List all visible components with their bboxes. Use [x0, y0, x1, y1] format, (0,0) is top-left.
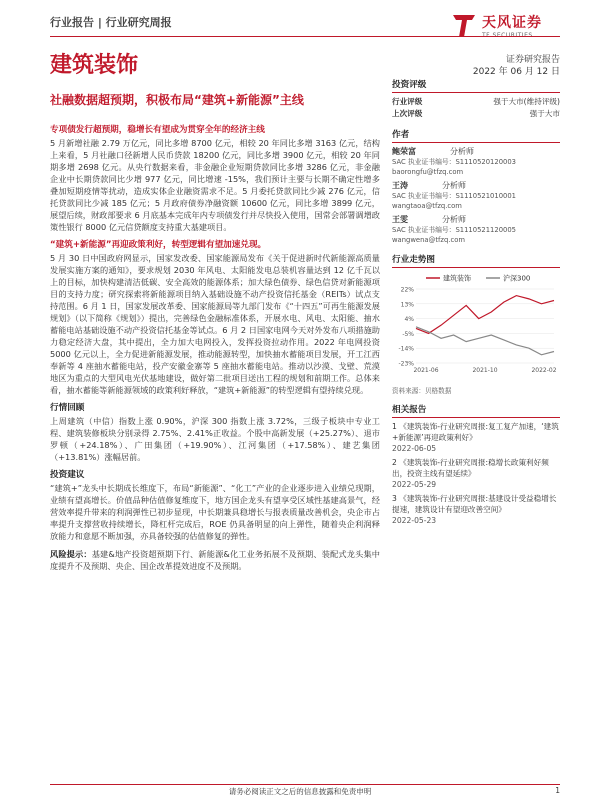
x-tick-label: 2021-10 [472, 367, 498, 374]
related-heading: 相关报告 [392, 403, 560, 418]
related-report-date: 2022-06-05 [392, 444, 437, 453]
author-role: 分析师 [442, 181, 466, 190]
trend-chart [392, 271, 560, 381]
rating-value: 强于大市(维持评级) [493, 97, 560, 106]
footer-divider [50, 784, 560, 785]
section-heading: 行情回顾 [50, 403, 85, 413]
section-paragraph: 5 月 30 日中国政府网显示，国家发改委、国家能源局发布《关于促进新时代新能源高质量发展实施方案的通知》，要求规划 2030 年风电、太阳能发电总装机容量达到 12 亿千瓦以上的目标，加快构建清洁低碳、安全高效的能源体系；加大绿色债券、绿色信贷对新能源项目的支持力度；研究探索将新能源项目纳入基础设施不动产投资信托基金（REITs）试点支持范围。6 月 1 日，国家发展改革委、国家能源局等九部门发布《“十四五”可再生能源发展规划》（以下简称《规划》）提出，完善绿色金融标准体系，开展水电、风电、太阳能、抽水蓄能电站基础设施不动产投资信托基金等试点。6 月 2 日国家电网今天对外发布八项措施助力稳定经济大盘，其中提出，全力加大电网投入，发挥投资拉动作用。2022 年电网投资 5000 亿元以上，全力促进新能源发展，推动能源转型，加快抽水蓄能项目发展，开工江西奉新等 4 座抽水蓄能电站，投产安徽金寨等 5 座抽水蓄能电站。推动以沙漠、戈壁、荒漠地区为重点的大型风电光伏基地建设，做好第二批项目送出工程的规划和前期工作。总体来看，抽水蓄能等新能源领域的政策利好释放，“建筑+新能源”的转型逻辑有望持续兑现。 [50, 253, 380, 395]
related-report-item[interactable] [392, 421, 560, 454]
y-tick-label: 4% [404, 316, 414, 324]
related-box [392, 403, 560, 526]
section-paragraph: “建筑+”龙头中长期成长维度下，布局“新能源”、“化工”产业的企业逐步进入业绩兑现期，业绩有望高增长。价值品种估值修复维度下，地方国企龙头有望享受区域性基建高景气，经营效率提升带来的利润弹性已初步显现，中长期兼具稳增长与报表质量改善机会，央企市占率提升支撑营收持续增长，降杠杆完成后，ROE 仍具备明显的向上弹性，随着央企利润释放能力和意愿不断加强，亦具备较强的估值修复的弹性。 [50, 483, 380, 541]
rating-value: 强于大市 [529, 109, 560, 118]
section-investment-advice [50, 469, 380, 542]
report-type: 证券研究报告 [505, 55, 560, 65]
author-name: 王涛 [392, 181, 408, 190]
y-tick-label: -14% [398, 345, 414, 353]
section-heading: 投资建议 [50, 470, 85, 480]
trend-chart-box [392, 253, 560, 395]
sidebar [392, 78, 560, 526]
author-email[interactable]: wangwena@tfzq.com [392, 236, 465, 244]
y-tick-label: -23% [398, 360, 414, 368]
authors-box [392, 128, 560, 245]
section-special-bonds [50, 124, 380, 233]
report-category: 行业报告 | 行业研究周报 [50, 16, 172, 29]
related-report-date: 2022-05-29 [392, 480, 437, 489]
y-tick-label: 13% [400, 301, 414, 309]
author-entry [392, 147, 560, 177]
author-email[interactable]: wangtaoa@tfzq.com [392, 202, 462, 210]
risk-heading: 风险提示： [50, 549, 92, 559]
related-report-title[interactable]: 2 《建筑装饰-行业研究周报:稳增长政策利好频出，投资主线有望延续》 [392, 458, 549, 478]
related-report-item[interactable] [392, 457, 560, 490]
logo-text-cn: 天风证券 [482, 15, 542, 31]
page-number: 1 [555, 786, 560, 795]
page-header [50, 10, 560, 42]
author-entry [392, 181, 560, 211]
section-heading: 专项债发行超预期，稳增长有望成为贯穿全年的经济主线 [50, 125, 265, 135]
rating-box [392, 78, 560, 120]
x-tick-label: 2022-02 [531, 367, 557, 374]
rating-heading: 投资评级 [392, 78, 560, 93]
authors-heading: 作者 [392, 128, 560, 143]
legend-label: 沪深300 [503, 274, 531, 283]
section-paragraph: 5 月新增社融 2.79 万亿元，同比多增 8700 亿元，相较 20 年同比多增 3163 亿元，结构上来看，5 月社融口径新增人民币贷款 18200 亿元，同比多增 3900 亿元，相较 20 年同期多增 2698 亿元。从央行数据来看，非金融企业短期贷款同比多增 3286 亿元，非金融企业中长期贷款同比少增 977 亿元，同比增速 -15%，我们预计主要与长期不确定性增多叠加短期疫情等扰动，造成实体企业融资需求不足。5 月委托贷款同比少减 276 亿元，信托贷款同比少减 185 亿元；5 月政府债券净融资额 10600 亿元，同比多增 3899 亿元，展望后续，财政部要求 6 月底基本完成年内专项债发行并尽快投入使用，国常会部署调增政策性银行 8000 亿元信贷额度支持重大基建项目。 [50, 138, 380, 232]
author-role: 分析师 [450, 147, 474, 156]
legend-label: 建筑装饰 [443, 274, 471, 283]
related-report-title[interactable]: 1 《建筑装饰-行业研究周报:复工复产加速，‘建筑+新能源’再迎政策利好》 [392, 422, 559, 442]
rating-row [392, 96, 560, 108]
series-line [416, 296, 554, 334]
related-report-item[interactable] [392, 493, 560, 526]
chart-source: 资料来源：贝格数据 [392, 387, 452, 395]
section-market-review [50, 402, 380, 463]
report-date: 2022 年 06 月 12 日 [472, 67, 560, 77]
section-heading: “建筑+新能源”再迎政策利好，转型逻辑有望加速兑现。 [50, 240, 267, 250]
report-subtitle: 社融数据超预期，积极布局“建筑+新能源”主线 [50, 93, 304, 107]
related-report-title[interactable]: 3 《建筑装饰-行业研究周报:基建设计受益稳增长提速，建筑设计有望迎改善空间》 [392, 494, 557, 514]
trend-heading: 行业走势图 [392, 253, 560, 268]
rating-key: 行业评级 [392, 97, 423, 106]
page-title: 建筑装饰 [50, 53, 139, 78]
author-entry [392, 215, 560, 245]
author-cert: SAC 执业证书编号：S1110521010001 [392, 192, 516, 200]
rating-row [392, 108, 560, 120]
footer-disclaimer: 请务必阅读正文之后的信息披露和免责申明 [228, 787, 372, 796]
rating-key: 上次评级 [392, 109, 423, 118]
risk-text: 基建&地产投资超预期下行、新能源&化工业务拓展不及预期、装配式龙头集中度提升不及预期、央企、国企改革提效进度不及预期。 [50, 549, 380, 571]
section-paragraph: 上周建筑（中信）指数上涨 0.90%，沪深 300 指数上涨 3.72%，三级子板块中专业工程、建筑装修板块分别录得 2.75%、2.41%正收益。个股中高新发展（+25.27%）、退市罗顿（+24.18%）、广田集团（+19.90%）、江河集团（+17.58%）、建艺集团（+13.81%）涨幅居前。 [50, 416, 380, 462]
author-cert: SAC 执业证书编号：S1110520120003 [392, 158, 516, 166]
x-tick-label: 2021-06 [413, 367, 439, 374]
y-tick-label: 22% [400, 286, 414, 294]
author-cert: SAC 执业证书编号：S1110521120005 [392, 226, 516, 234]
related-report-date: 2022-05-23 [392, 516, 437, 525]
author-name: 鲍荣富 [392, 147, 416, 156]
section-new-energy [50, 239, 380, 396]
y-tick-label: -5% [402, 330, 414, 338]
header-divider [50, 36, 560, 37]
author-name: 王雯 [392, 215, 408, 224]
author-email[interactable]: baorongfu@tfzq.com [392, 168, 464, 176]
risk-warning [50, 548, 380, 572]
company-logo [450, 10, 560, 46]
author-role: 分析师 [442, 215, 466, 224]
main-content [50, 118, 380, 575]
series-line [416, 327, 554, 355]
